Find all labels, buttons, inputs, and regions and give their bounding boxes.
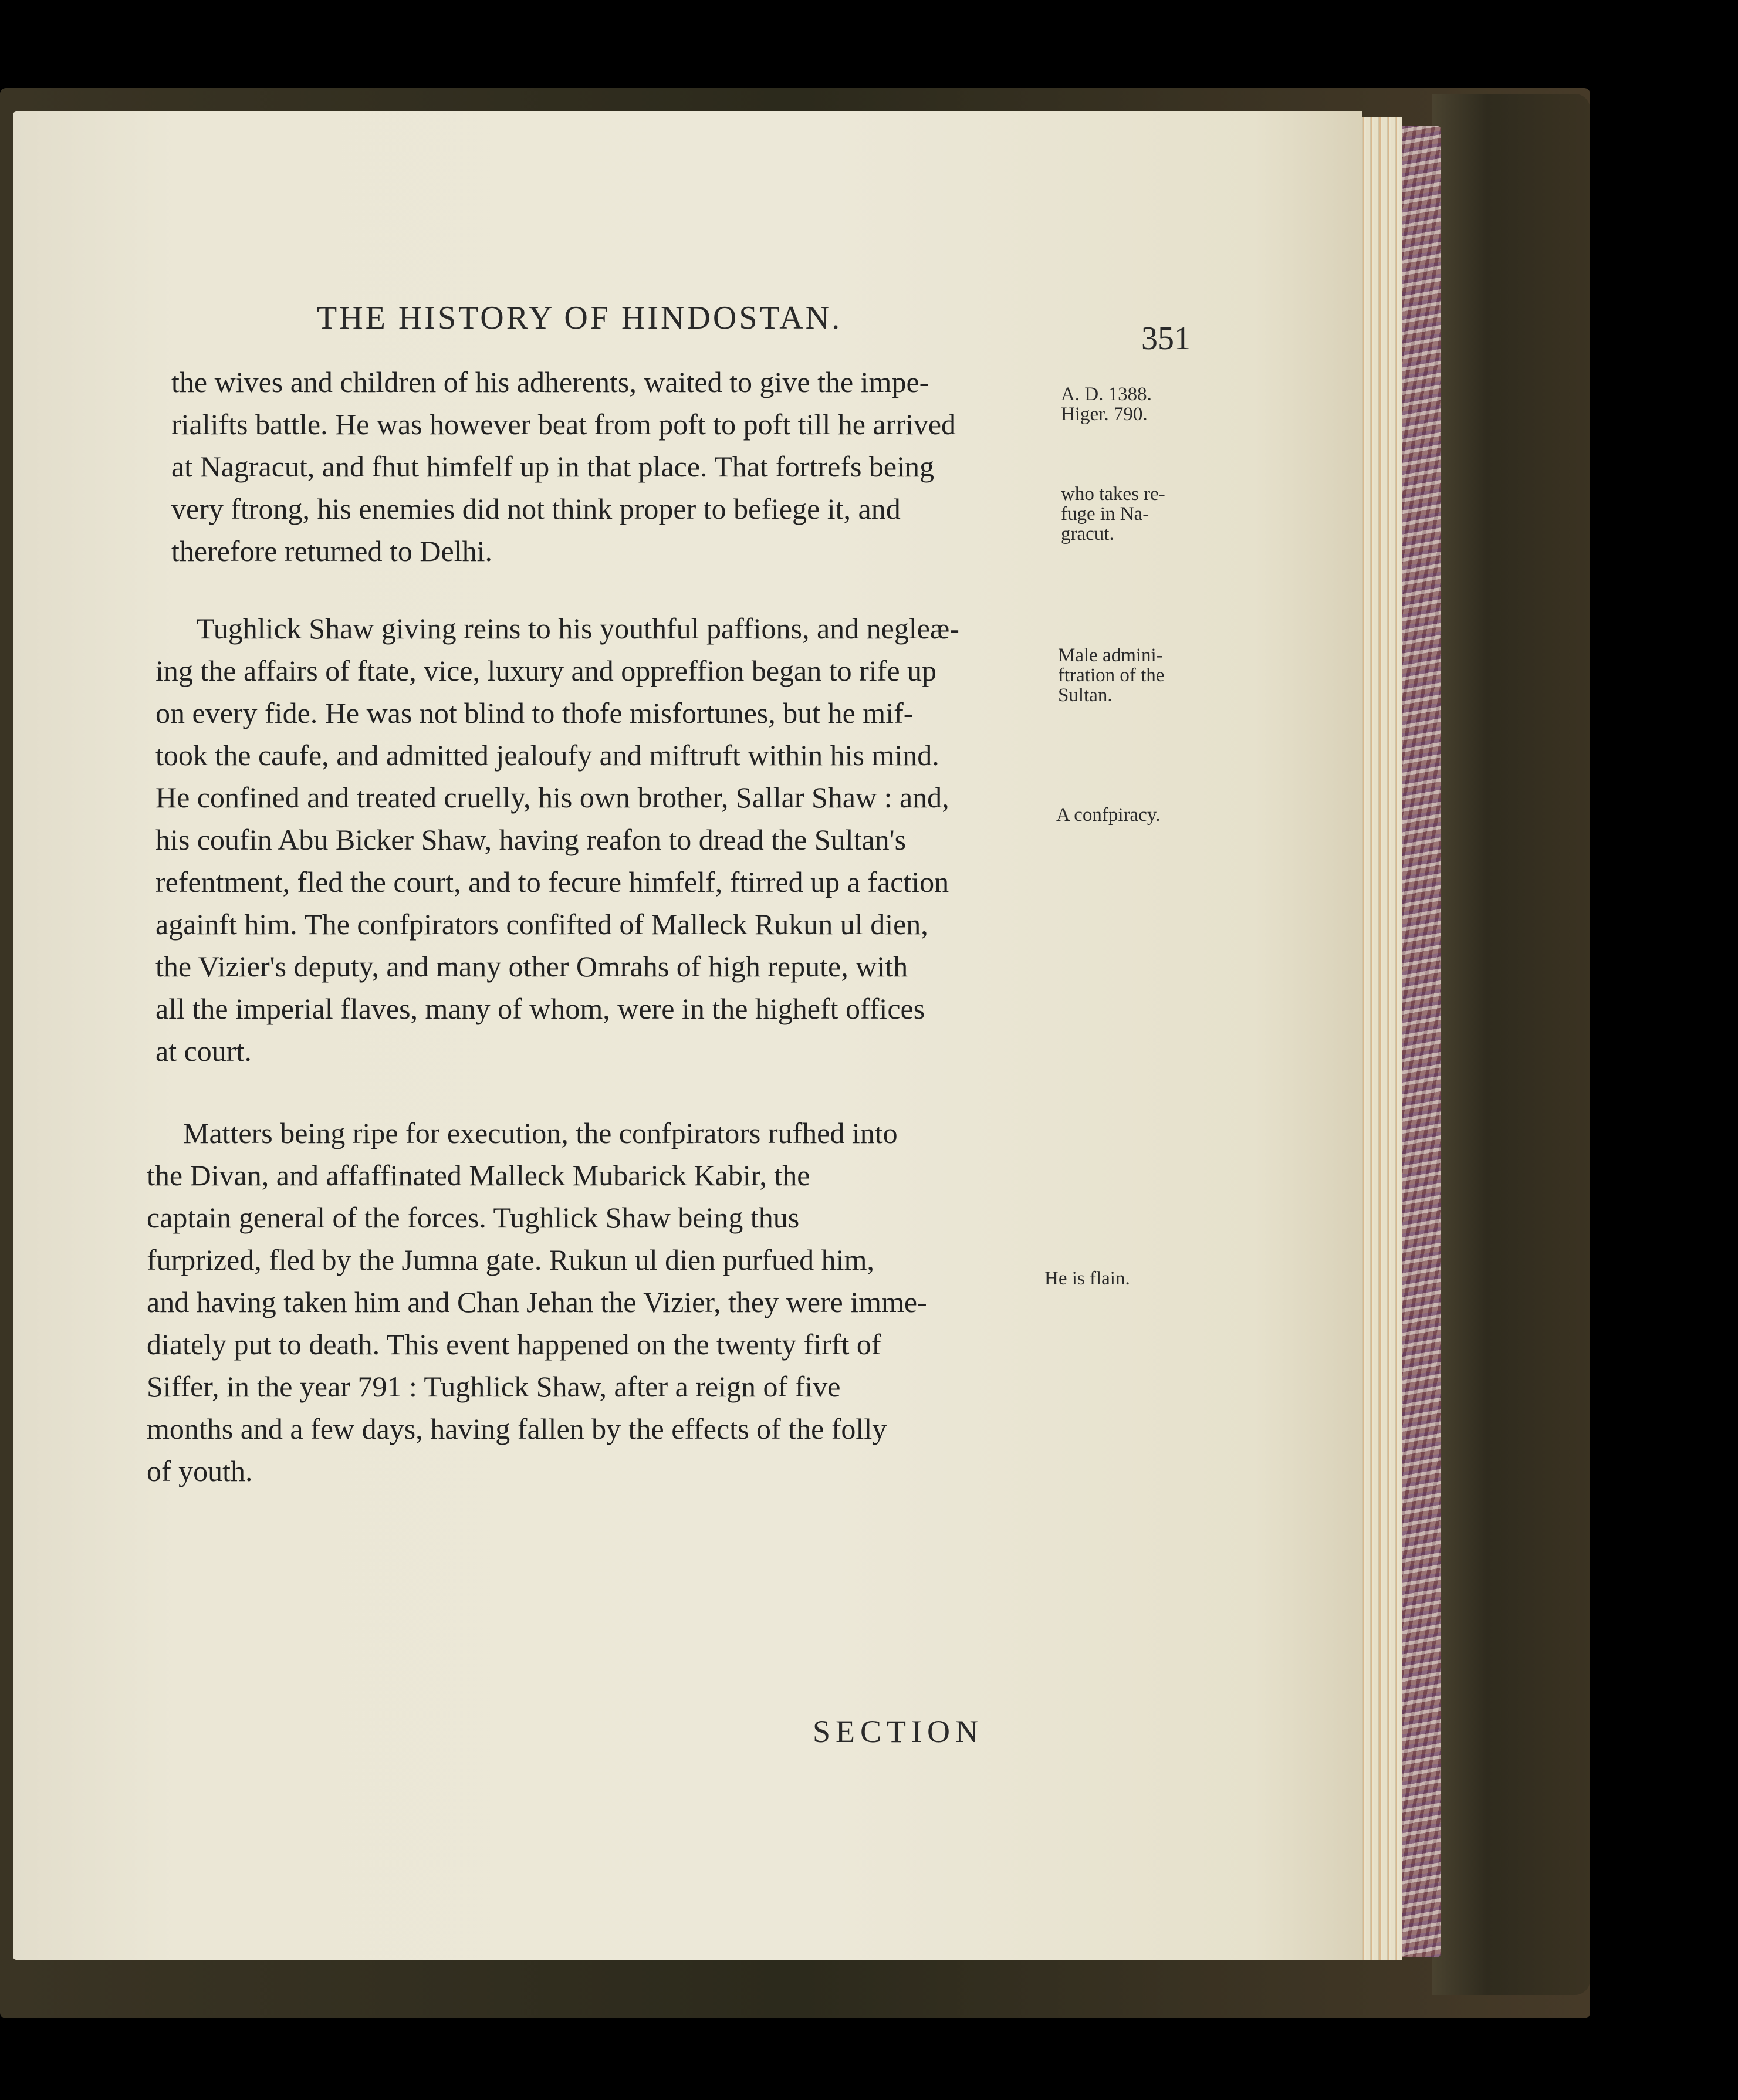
text-line: months and a few days, having fallen by the effects of the folly	[147, 1412, 887, 1445]
marbled-fore-edge	[1399, 126, 1441, 1957]
margin-note-date	[1061, 384, 1152, 424]
text-line: the Vizier's deputy, and many other Omrahs of high repute, with	[155, 950, 908, 983]
text-line: refentment, fled the court, and to fecure himfelf, ftirred up a faction	[155, 865, 949, 898]
text-line: very ftrong, his enemies did not think proper to befiege it, and	[171, 492, 901, 525]
text-line: therefore returned to Delhi.	[171, 535, 492, 567]
margin-note-line: who takes re-	[1061, 483, 1165, 505]
book-cover-spine-edge	[1432, 94, 1590, 1995]
text-line: at Nagracut, and fhut himfelf up in that place. That fortrefs being	[171, 450, 934, 483]
margin-note-line: Sultan.	[1058, 685, 1113, 706]
margin-note-line: ftration of the	[1058, 665, 1165, 686]
text-line: Matters being ripe for execution, the confpirators rufhed into	[183, 1117, 898, 1149]
margin-note-administration	[1058, 645, 1164, 705]
page-number: 351	[1141, 320, 1191, 357]
text-line: He confined and treated cruelly, his own brother, Sallar Shaw : and,	[155, 781, 949, 814]
margin-note-refuge	[1061, 484, 1165, 544]
margin-note-line: gracut.	[1061, 523, 1114, 545]
text-line: captain general of the forces. Tughlick Shaw being thus	[147, 1201, 800, 1234]
margin-note-line: fuge in Na-	[1061, 503, 1149, 525]
text-line: diately put to death. This event happened on the twenty firft of	[147, 1328, 881, 1361]
margin-note-line: A confpiracy.	[1056, 804, 1161, 826]
running-title: THE HISTORY OF HINDOSTAN.	[317, 300, 843, 336]
text-line: furprized, fled by the Jumna gate. Rukun ul dien purfued him,	[147, 1243, 874, 1276]
text-line: the Divan, and affaffinated Malleck Mubarick Kabir, the	[147, 1159, 810, 1192]
text-line: on every fide. He was not blind to thofe misfortunes, but he mif-	[155, 696, 914, 729]
catchword: SECTION	[813, 1714, 983, 1749]
margin-note-line: He is flain.	[1044, 1268, 1130, 1289]
margin-note-conspiracy	[1056, 805, 1160, 825]
text-line: Tughlick Shaw giving reins to his youthful paffions, and negleæ-	[197, 612, 959, 645]
text-line: of youth.	[147, 1455, 253, 1487]
text-line: the wives and children of his adherents, waited to give the impe-	[171, 366, 929, 398]
margin-note-line: Male admini-	[1058, 645, 1163, 666]
text-line: his coufin Abu Bicker Shaw, having reafon to dread the Sultan's	[155, 823, 907, 856]
text-line: all the imperial flaves, many of whom, were in the higheft offices	[155, 992, 925, 1025]
text-line: againft him. The confpirators confifted of Malleck Rukun ul dien,	[155, 908, 928, 941]
text-line: ing the affairs of ftate, vice, luxury and oppreffion began to rife up	[155, 654, 937, 687]
text-line: took the caufe, and admitted jealoufy and miftruft within his mind.	[155, 739, 939, 772]
text-line: Siffer, in the year 791 : Tughlick Shaw, after a reign of five	[147, 1370, 841, 1403]
text-line: rialifts battle. He was however beat from poft to poft till he arrived	[171, 408, 956, 441]
margin-note-line: Higer. 790.	[1061, 404, 1148, 425]
margin-note-line: A. D. 1388.	[1061, 384, 1152, 405]
text-line: at court.	[155, 1034, 252, 1067]
margin-note-slain	[1044, 1269, 1130, 1289]
text-line: and having taken him and Chan Jehan the Vizier, they were imme-	[147, 1286, 927, 1318]
